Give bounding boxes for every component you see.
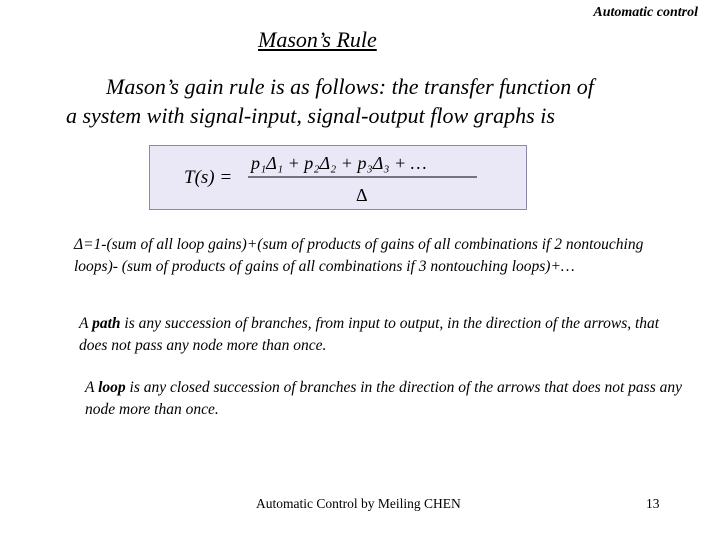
footer-credit: Automatic Control by Meiling CHEN	[256, 496, 461, 511]
formula-graphic	[150, 146, 526, 209]
path-prefix: A	[79, 315, 93, 332]
formula-numerator: p₁Δ₁ + p₂Δ₂ + p₃Δ₃ + …	[251, 153, 427, 173]
header-course-label: Automatic control	[593, 5, 698, 20]
path-term: path	[92, 315, 121, 332]
formula-lhs: T(s) =	[184, 167, 233, 188]
intro-line-1: Mason’s gain rule is as follows: the transfer function of	[106, 74, 594, 99]
page-number: 13	[646, 496, 660, 511]
slide-title: Mason’s Rule	[258, 27, 377, 52]
path-rest: is any succession of branches, from input to output, in the direction of the arrows, that does not pass any node more than once.	[79, 315, 660, 354]
loop-term: loop	[98, 379, 126, 396]
intro-paragraph	[66, 72, 686, 130]
loop-definition	[85, 377, 685, 420]
loop-rest: is any closed succession of branches in the direction of the arrows that does not pass any node more than once.	[85, 379, 683, 418]
delta-definition: Δ=1-(sum of all loop gains)+(sum of products of gains of all combinations if 2 nontouching loops)- (sum of products of gains of all combinations if 3 nontouching loops)+…	[74, 236, 644, 275]
formula-denominator: Δ	[356, 185, 368, 205]
path-definition	[79, 313, 679, 356]
loop-prefix: A	[85, 379, 99, 396]
formula-box	[149, 145, 527, 210]
intro-line-2: a system with signal-input, signal-output flow graphs is	[66, 103, 555, 128]
